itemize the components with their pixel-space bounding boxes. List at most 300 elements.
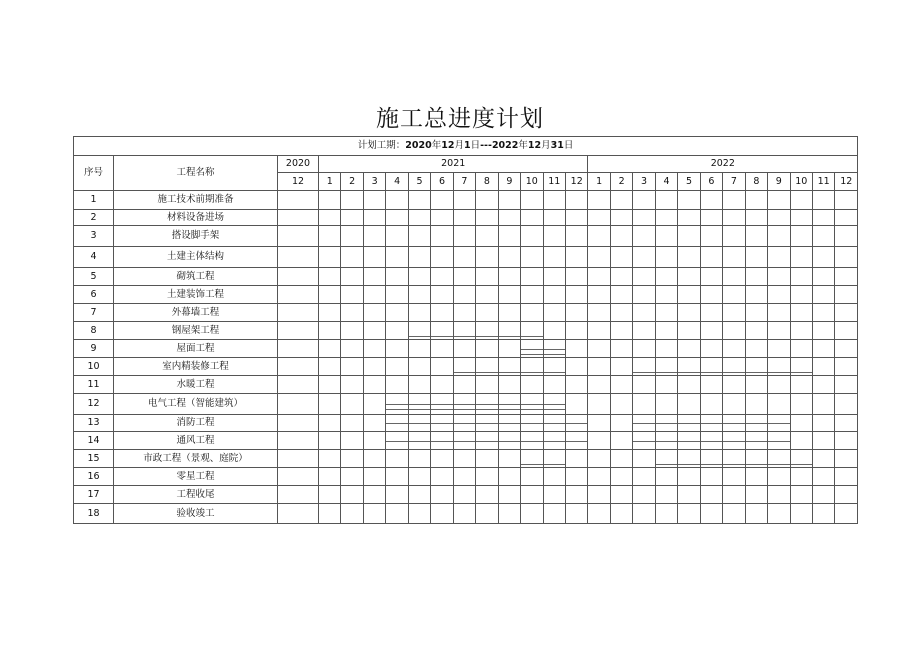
gantt-cell — [610, 450, 632, 468]
gantt-cell — [521, 358, 543, 376]
gantt-cell — [386, 340, 408, 358]
gantt-cell — [610, 468, 632, 486]
year-char: 年 — [518, 140, 528, 152]
gantt-cell — [319, 376, 341, 394]
gantt-cell — [278, 376, 319, 394]
gantt-bar — [521, 372, 542, 373]
gantt-cell — [723, 304, 745, 322]
gantt-cell — [543, 247, 565, 268]
task-name: 验收竣工 — [114, 504, 278, 524]
table-row — [74, 432, 858, 450]
gantt-bar — [746, 372, 767, 373]
gantt-cell — [835, 304, 858, 322]
gantt-cell — [745, 468, 767, 486]
gantt-cell — [655, 432, 677, 450]
gantt-bar — [768, 441, 789, 442]
gantt-cell — [543, 322, 565, 340]
gantt-cell — [723, 191, 745, 210]
gantt-cell — [768, 376, 790, 394]
gantt-cell — [588, 432, 610, 450]
gantt-cell — [633, 486, 655, 504]
gantt-bar — [499, 336, 520, 337]
gantt-cell — [678, 322, 700, 340]
gantt-cell — [812, 415, 834, 432]
gantt-bar — [454, 404, 475, 405]
month-header: 11 — [812, 173, 834, 191]
task-name: 土建装饰工程 — [114, 286, 278, 304]
gantt-cell — [363, 450, 385, 468]
gantt-cell — [768, 415, 790, 432]
gantt-cell — [476, 432, 498, 450]
gantt-bar — [544, 404, 565, 405]
gantt-cell — [543, 340, 565, 358]
task-name: 材料设备进场 — [114, 210, 278, 226]
gantt-cell — [408, 432, 430, 450]
gantt-cell — [723, 210, 745, 226]
gantt-bar — [791, 464, 812, 465]
task-name: 工程收尾 — [114, 486, 278, 504]
gantt-bar — [409, 336, 430, 337]
gantt-cell — [565, 376, 587, 394]
gantt-cell — [723, 226, 745, 247]
gantt-cell — [341, 376, 363, 394]
task-no: 14 — [74, 432, 114, 450]
gantt-bar — [633, 372, 654, 373]
task-no: 7 — [74, 304, 114, 322]
gantt-cell — [278, 394, 319, 415]
gantt-cell — [408, 191, 430, 210]
task-name: 土建主体结构 — [114, 247, 278, 268]
day-char: 日 — [563, 140, 574, 152]
period-row — [74, 137, 858, 156]
gantt-bar — [476, 423, 497, 424]
gantt-cell — [386, 432, 408, 450]
period-start-year: 2020 — [405, 140, 432, 152]
gantt-cell — [565, 450, 587, 468]
gantt-cell — [700, 226, 722, 247]
gantt-bar — [499, 423, 520, 424]
gantt-cell — [453, 268, 475, 286]
task-no: 17 — [74, 486, 114, 504]
task-no: 11 — [74, 376, 114, 394]
gantt-cell — [543, 432, 565, 450]
gantt-cell — [319, 432, 341, 450]
gantt-bar — [746, 441, 767, 442]
gantt-cell — [678, 358, 700, 376]
gantt-cell — [408, 504, 430, 524]
gantt-cell — [453, 450, 475, 468]
gantt-cell — [790, 322, 812, 340]
gantt-cell — [610, 394, 632, 415]
gantt-cell — [745, 486, 767, 504]
gantt-cell — [655, 450, 677, 468]
task-name: 屋面工程 — [114, 340, 278, 358]
table-row — [74, 247, 858, 268]
gantt-cell — [723, 415, 745, 432]
gantt-cell — [498, 486, 520, 504]
gantt-cell — [700, 191, 722, 210]
gantt-cell — [363, 304, 385, 322]
gantt-bar — [499, 441, 520, 442]
gantt-cell — [745, 247, 767, 268]
gantt-cell — [812, 504, 834, 524]
gantt-bar — [723, 464, 744, 465]
gantt-cell — [498, 358, 520, 376]
gantt-cell — [723, 247, 745, 268]
gantt-cell — [319, 486, 341, 504]
gantt-bar — [454, 423, 475, 424]
gantt-cell — [453, 340, 475, 358]
gantt-cell — [678, 226, 700, 247]
header-no: 序号 — [74, 156, 114, 191]
gantt-cell — [498, 226, 520, 247]
gantt-cell — [633, 415, 655, 432]
gantt-cell — [768, 286, 790, 304]
gantt-bar — [521, 464, 542, 465]
gantt-cell — [835, 504, 858, 524]
gantt-cell — [700, 432, 722, 450]
gantt-cell — [431, 358, 453, 376]
gantt-cell — [543, 394, 565, 415]
gantt-cell — [408, 486, 430, 504]
gantt-cell — [835, 322, 858, 340]
gantt-cell — [768, 450, 790, 468]
gantt-cell — [835, 286, 858, 304]
task-no: 8 — [74, 322, 114, 340]
gantt-cell — [655, 286, 677, 304]
gantt-cell — [521, 191, 543, 210]
gantt-cell — [341, 450, 363, 468]
gantt-cell — [655, 268, 677, 286]
gantt-cell — [565, 486, 587, 504]
gantt-bar — [431, 441, 452, 442]
gantt-bar — [454, 336, 475, 337]
month-header: 4 — [386, 173, 408, 191]
gantt-cell — [835, 226, 858, 247]
gantt-cell — [363, 415, 385, 432]
gantt-cell — [655, 376, 677, 394]
gantt-cell — [768, 468, 790, 486]
gantt-cell — [610, 358, 632, 376]
gantt-cell — [453, 210, 475, 226]
gantt-cell — [610, 340, 632, 358]
gantt-cell — [363, 247, 385, 268]
gantt-cell — [565, 247, 587, 268]
gantt-cell — [565, 226, 587, 247]
gantt-cell — [768, 268, 790, 286]
gantt-cell — [386, 247, 408, 268]
gantt-bar — [544, 372, 565, 373]
task-no: 15 — [74, 450, 114, 468]
gantt-bar — [476, 404, 497, 405]
gantt-cell — [610, 415, 632, 432]
gantt-bar — [499, 404, 520, 405]
gantt-cell — [476, 376, 498, 394]
gantt-cell — [768, 504, 790, 524]
gantt-cell — [386, 191, 408, 210]
gantt-bar — [386, 404, 407, 405]
gantt-cell — [633, 504, 655, 524]
gantt-cell — [498, 268, 520, 286]
table-row — [74, 286, 858, 304]
gantt-bar — [768, 464, 789, 465]
gantt-cell — [588, 358, 610, 376]
table-row — [74, 376, 858, 394]
gantt-cell — [768, 247, 790, 268]
gantt-cell — [768, 486, 790, 504]
gantt-cell — [790, 376, 812, 394]
gantt-cell — [453, 322, 475, 340]
gantt-cell — [386, 450, 408, 468]
gantt-bar — [521, 336, 542, 337]
gantt-cell — [386, 322, 408, 340]
gantt-cell — [678, 450, 700, 468]
gantt-cell — [278, 340, 319, 358]
gantt-cell — [655, 247, 677, 268]
gantt-cell — [543, 415, 565, 432]
gantt-cell — [633, 210, 655, 226]
task-name: 水暖工程 — [114, 376, 278, 394]
gantt-cell — [521, 432, 543, 450]
gantt-bar — [544, 354, 565, 355]
period-start-day: 1 — [463, 140, 471, 152]
gantt-cell — [633, 286, 655, 304]
gantt-cell — [521, 268, 543, 286]
gantt-cell — [363, 226, 385, 247]
gantt-cell — [453, 432, 475, 450]
gantt-cell — [565, 268, 587, 286]
gantt-bar — [544, 423, 565, 424]
gantt-cell — [431, 450, 453, 468]
gantt-cell — [633, 191, 655, 210]
gantt-bar — [544, 441, 565, 442]
gantt-cell — [812, 394, 834, 415]
gantt-cell — [521, 450, 543, 468]
gantt-bar — [633, 441, 654, 442]
gantt-cell — [700, 340, 722, 358]
gantt-cell — [610, 432, 632, 450]
gantt-bar — [656, 464, 677, 465]
gantt-cell — [790, 450, 812, 468]
gantt-cell — [768, 340, 790, 358]
month-header: 4 — [655, 173, 677, 191]
gantt-cell — [745, 340, 767, 358]
gantt-cell — [543, 210, 565, 226]
gantt-cell — [565, 358, 587, 376]
gantt-cell — [363, 394, 385, 415]
month-header: 2 — [610, 173, 632, 191]
gantt-cell — [610, 286, 632, 304]
gantt-bar — [476, 372, 497, 373]
gantt-cell — [812, 226, 834, 247]
gantt-cell — [835, 468, 858, 486]
gantt-cell — [431, 268, 453, 286]
gantt-cell — [633, 432, 655, 450]
gantt-cell — [588, 247, 610, 268]
gantt-cell — [319, 394, 341, 415]
gantt-cell — [543, 376, 565, 394]
gantt-cell — [745, 210, 767, 226]
gantt-cell — [453, 376, 475, 394]
gantt-cell — [498, 468, 520, 486]
gantt-cell — [655, 358, 677, 376]
gantt-cell — [835, 340, 858, 358]
gantt-cell — [565, 286, 587, 304]
gantt-cell — [790, 247, 812, 268]
gantt-cell — [319, 415, 341, 432]
gantt-cell — [386, 486, 408, 504]
gantt-bar — [544, 349, 565, 350]
gantt-cell — [363, 376, 385, 394]
gantt-cell — [723, 268, 745, 286]
month-header: 3 — [633, 173, 655, 191]
gantt-cell — [678, 210, 700, 226]
gantt-cell — [835, 450, 858, 468]
gantt-cell — [633, 226, 655, 247]
gantt-cell — [633, 358, 655, 376]
period-end-day: 31 — [550, 140, 564, 152]
gantt-cell — [588, 450, 610, 468]
gantt-bar — [566, 423, 587, 424]
gantt-cell — [386, 415, 408, 432]
gantt-bar — [701, 464, 722, 465]
gantt-cell — [633, 450, 655, 468]
gantt-cell — [319, 304, 341, 322]
gantt-cell — [408, 450, 430, 468]
gantt-cell — [812, 358, 834, 376]
gantt-cell — [453, 415, 475, 432]
table-row — [74, 210, 858, 226]
month-header: 1 — [588, 173, 610, 191]
gantt-cell — [835, 394, 858, 415]
gantt-cell — [408, 268, 430, 286]
gantt-cell — [633, 376, 655, 394]
gantt-cell — [745, 504, 767, 524]
gantt-cell — [678, 415, 700, 432]
gantt-cell — [655, 415, 677, 432]
gantt-cell — [543, 226, 565, 247]
gantt-cell — [476, 358, 498, 376]
gantt-cell — [768, 304, 790, 322]
month-header: 2 — [341, 173, 363, 191]
page-title: 施工总进度计划 — [376, 106, 544, 132]
gantt-cell — [363, 468, 385, 486]
gantt-cell — [835, 268, 858, 286]
gantt-cell — [588, 376, 610, 394]
gantt-cell — [278, 247, 319, 268]
gantt-cell — [498, 415, 520, 432]
gantt-cell — [768, 394, 790, 415]
gantt-cell — [723, 376, 745, 394]
year-header-row — [74, 156, 858, 173]
table-row — [74, 322, 858, 340]
task-no: 1 — [74, 191, 114, 210]
gantt-cell — [678, 504, 700, 524]
gantt-cell — [812, 450, 834, 468]
gantt-cell — [363, 432, 385, 450]
gantt-cell — [319, 226, 341, 247]
gantt-cell — [745, 358, 767, 376]
gantt-cell — [341, 304, 363, 322]
task-no: 16 — [74, 468, 114, 486]
gantt-cell — [723, 432, 745, 450]
gantt-cell — [341, 268, 363, 286]
gantt-cell — [655, 304, 677, 322]
gantt-cell — [812, 210, 834, 226]
gantt-cell — [386, 286, 408, 304]
gantt-cell — [723, 468, 745, 486]
gantt-cell — [476, 210, 498, 226]
gantt-cell — [812, 304, 834, 322]
gantt-cell — [498, 286, 520, 304]
period-start-month: 12 — [441, 140, 455, 152]
gantt-cell — [476, 286, 498, 304]
period-label: 计划工期： — [357, 140, 406, 152]
gantt-cell — [768, 358, 790, 376]
gantt-cell — [700, 376, 722, 394]
gantt-cell — [543, 450, 565, 468]
task-name: 搭设脚手架 — [114, 226, 278, 247]
task-name: 零星工程 — [114, 468, 278, 486]
gantt-cell — [678, 268, 700, 286]
gantt-cell — [341, 191, 363, 210]
gantt-cell — [790, 504, 812, 524]
gantt-cell — [431, 504, 453, 524]
gantt-bar — [521, 349, 542, 350]
gantt-bar — [431, 336, 452, 337]
gantt-bar — [409, 409, 430, 410]
gantt-cell — [745, 394, 767, 415]
gantt-cell — [278, 268, 319, 286]
year-header-2022: 2022 — [588, 156, 858, 173]
gantt-cell — [700, 358, 722, 376]
gantt-cell — [565, 304, 587, 322]
gantt-cell — [341, 247, 363, 268]
gantt-cell — [363, 210, 385, 226]
gantt-cell — [319, 340, 341, 358]
gantt-cell — [588, 504, 610, 524]
gantt-cell — [498, 247, 520, 268]
gantt-cell — [633, 304, 655, 322]
gantt-cell — [835, 210, 858, 226]
gantt-cell — [431, 415, 453, 432]
gantt-cell — [408, 322, 430, 340]
gantt-cell — [745, 432, 767, 450]
gantt-cell — [812, 468, 834, 486]
month-header: 9 — [768, 173, 790, 191]
task-name: 通风工程 — [114, 432, 278, 450]
gantt-cell — [565, 340, 587, 358]
gantt-cell — [700, 486, 722, 504]
gantt-cell — [278, 432, 319, 450]
gantt-cell — [363, 358, 385, 376]
gantt-cell — [363, 322, 385, 340]
gantt-bar — [768, 372, 789, 373]
period-cell — [74, 137, 858, 156]
gantt-bar — [454, 372, 475, 373]
gantt-cell — [476, 468, 498, 486]
gantt-cell — [700, 322, 722, 340]
gantt-bar — [409, 423, 430, 424]
gantt-cell — [521, 247, 543, 268]
gantt-cell — [723, 504, 745, 524]
gantt-bar — [678, 423, 699, 424]
gantt-cell — [678, 468, 700, 486]
gantt-cell — [588, 322, 610, 340]
gantt-cell — [521, 376, 543, 394]
gantt-cell — [790, 415, 812, 432]
gantt-cell — [431, 486, 453, 504]
